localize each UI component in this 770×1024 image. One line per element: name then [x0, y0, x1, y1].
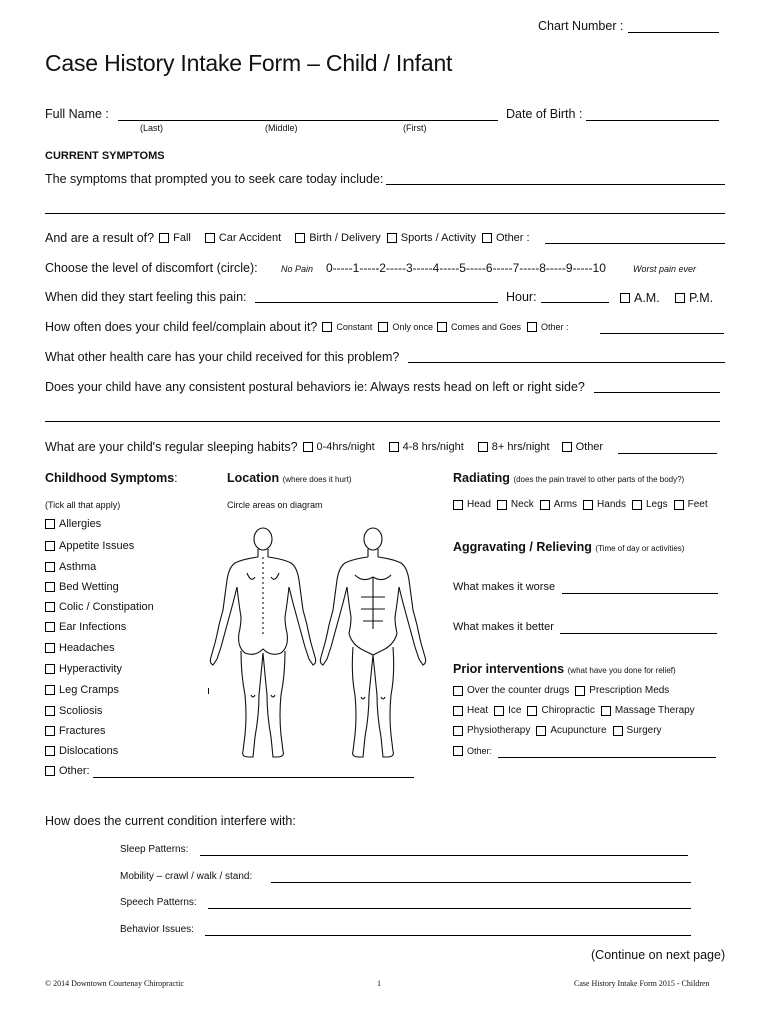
checkbox[interactable] [482, 233, 492, 243]
checkbox[interactable] [562, 442, 572, 452]
radiating-head[interactable]: Head [453, 499, 491, 510]
radiating-legs[interactable]: Legs [632, 499, 668, 510]
prior-ice[interactable]: Ice [494, 705, 521, 716]
result-car-accident[interactable]: Car Accident [205, 232, 281, 244]
checkbox[interactable] [45, 685, 55, 695]
other-care-label: What other health care has your child received for this problem? [45, 350, 400, 364]
checkbox[interactable] [45, 746, 55, 756]
checkbox[interactable] [632, 500, 642, 510]
sleep-patterns-label: Sleep Patterns: [120, 844, 189, 855]
checkbox[interactable] [494, 706, 504, 716]
symptoms-field[interactable] [386, 184, 725, 185]
form-name: Case History Intake Form 2015 - Children [574, 979, 710, 988]
prior-massage[interactable]: Massage Therapy [601, 705, 695, 716]
pain-scale[interactable]: 0-----1-----2-----3-----4-----5-----6-----7-----8-----9-----10 [326, 261, 606, 275]
checkbox[interactable] [453, 726, 463, 736]
checkbox[interactable] [45, 541, 55, 551]
postural-field-2[interactable] [45, 421, 720, 422]
last-name-hint: (Last) [140, 123, 164, 133]
symptom-fractures[interactable]: Fractures [45, 725, 105, 737]
checkbox[interactable] [453, 686, 463, 696]
checkbox[interactable] [453, 500, 463, 510]
prior-row-2 [453, 705, 705, 716]
mobility-field[interactable] [271, 882, 691, 883]
no-pain-label: No Pain [281, 264, 314, 274]
body-front-figure[interactable] [320, 528, 425, 757]
page-number: 1 [377, 979, 381, 988]
checkbox[interactable] [295, 233, 305, 243]
hour-field[interactable] [541, 302, 609, 303]
checkbox[interactable] [478, 442, 488, 452]
checkbox[interactable] [45, 602, 55, 612]
often-row [45, 320, 579, 334]
sleep-8plus[interactable]: 8+ hrs/night [478, 441, 550, 453]
often-once[interactable]: Only once [378, 322, 433, 332]
often-comes-goes[interactable]: Comes and Goes [437, 322, 521, 332]
symptom-dislocations[interactable]: Dislocations [45, 745, 118, 757]
often-other-field[interactable] [600, 333, 724, 334]
often-other[interactable]: Other : [527, 322, 569, 332]
behavior-label: Behavior Issues: [120, 924, 194, 935]
hour-label: Hour: [506, 290, 537, 304]
body-back-figure[interactable] [210, 528, 315, 757]
prior-physio[interactable]: Physiotherapy [453, 725, 530, 736]
often-label: How often does your child feel/complain about it? [45, 320, 318, 334]
checkbox[interactable] [613, 726, 623, 736]
sleep-other-field[interactable] [618, 453, 717, 454]
symptom-ear[interactable]: Ear Infections [45, 621, 126, 633]
childhood-heading: Childhood Symptoms: [45, 471, 178, 485]
checkbox[interactable] [322, 322, 332, 332]
result-label: And are a result of? [45, 231, 155, 245]
start-label: When did they start feeling this pain: [45, 290, 247, 304]
postural-label: Does your child have any consistent postural behaviors ie: Always rests head on left or right side? [45, 380, 585, 394]
checkbox[interactable] [674, 500, 684, 510]
checkbox[interactable] [583, 500, 593, 510]
checkbox[interactable] [45, 582, 55, 592]
often-constant[interactable]: Constant [322, 322, 372, 332]
symptom-hyperactivity[interactable]: Hyperactivity [45, 663, 122, 675]
checkbox[interactable] [536, 726, 546, 736]
full-name-label: Full Name : [45, 107, 109, 121]
discomfort-label: Choose the level of discomfort (circle): [45, 261, 258, 275]
symptom-scoliosis[interactable]: Scoliosis [45, 705, 102, 717]
location-heading: Location (where does it hurt) [227, 471, 352, 485]
checkbox[interactable] [45, 622, 55, 632]
result-birth[interactable]: Birth / Delivery [295, 232, 381, 244]
am-option[interactable]: A.M. [620, 291, 660, 305]
checkbox[interactable] [159, 233, 169, 243]
full-name-field[interactable] [118, 120, 498, 121]
body-diagram[interactable] [205, 525, 445, 765]
worse-field[interactable] [562, 593, 718, 594]
prior-other[interactable]: Other: [453, 746, 492, 756]
better-label: What makes it better [453, 621, 554, 633]
sleep-other[interactable]: Other [562, 441, 604, 453]
radiating-heading: Radiating (does the pain travel to other parts of the body?) [453, 471, 685, 485]
dob-field[interactable] [586, 120, 719, 121]
checkbox[interactable] [45, 706, 55, 716]
checkbox[interactable] [378, 322, 388, 332]
checkbox[interactable] [45, 519, 55, 529]
middle-name-hint: (Middle) [265, 123, 298, 133]
copyright: © 2014 Downtown Courtenay Chiropractic [45, 979, 184, 988]
sleep-row [45, 440, 613, 454]
checkbox[interactable] [620, 293, 630, 303]
prior-heat[interactable]: Heat [453, 705, 488, 716]
checkbox[interactable] [527, 322, 537, 332]
result-row [45, 231, 540, 245]
page-title: Case History Intake Form – Child / Infant [45, 50, 453, 76]
symptoms-field-2[interactable] [45, 213, 725, 214]
checkbox[interactable] [303, 442, 313, 452]
behavior-field[interactable] [205, 935, 691, 936]
childhood-sub: (Tick all that apply) [45, 500, 121, 510]
radiating-hands[interactable]: Hands [583, 499, 626, 510]
checkbox[interactable] [45, 643, 55, 653]
symptom-headaches[interactable]: Headaches [45, 642, 115, 654]
aggravating-heading: Aggravating / Relieving (Time of day or activities) [453, 540, 685, 554]
checkbox[interactable] [540, 500, 550, 510]
result-other[interactable]: Other : [482, 232, 530, 244]
radiating-arms[interactable]: Arms [540, 499, 577, 510]
sleep-patterns-field[interactable] [200, 855, 688, 856]
checkbox[interactable] [45, 766, 55, 776]
symptoms-prompt: The symptoms that prompted you to seek care today include: [45, 172, 384, 186]
continue-note: (Continue on next page) [591, 948, 726, 962]
sleep-4-8[interactable]: 4-8 hrs/night [389, 441, 464, 453]
checkbox[interactable] [527, 706, 537, 716]
interfere-heading: How does the current condition interfere with: [45, 814, 296, 828]
prior-other-field[interactable] [498, 757, 716, 758]
checkbox[interactable] [387, 233, 397, 243]
checkbox[interactable] [389, 442, 399, 452]
sleep-0-4[interactable]: 0-4hrs/night [303, 441, 375, 453]
checkbox[interactable] [453, 706, 463, 716]
checkbox[interactable] [497, 500, 507, 510]
checkbox[interactable] [675, 293, 685, 303]
current-symptoms-heading: CURRENT SYMPTOMS [45, 150, 165, 162]
checkbox[interactable] [437, 322, 447, 332]
chart-number-label: Chart Number : [538, 19, 624, 33]
checkbox[interactable] [453, 746, 463, 756]
symptom-asthma[interactable]: Asthma [45, 561, 96, 573]
sleep-label: What are your child's regular sleeping habits? [45, 440, 298, 454]
other-care-field[interactable] [408, 362, 725, 363]
symptom-colic[interactable]: Colic / Constipation [45, 601, 154, 613]
better-field[interactable] [560, 633, 717, 634]
prior-otc[interactable]: Over the counter drugs [453, 685, 569, 696]
result-fall[interactable]: Fall [159, 232, 191, 244]
postural-field[interactable] [594, 392, 720, 393]
radiating-neck[interactable]: Neck [497, 499, 534, 510]
first-name-hint: (First) [403, 123, 427, 133]
dob-label: Date of Birth : [506, 107, 583, 121]
prior-chiropractic[interactable]: Chiropractic [527, 705, 594, 716]
prior-acupuncture[interactable]: Acupuncture [536, 725, 606, 736]
checkbox[interactable] [45, 726, 55, 736]
checkbox[interactable] [601, 706, 611, 716]
checkbox[interactable] [45, 664, 55, 674]
mobility-label: Mobility – crawl / walk / stand: [120, 871, 253, 882]
start-field[interactable] [255, 302, 498, 303]
prior-heading: Prior interventions (what have you done for relief) [453, 662, 676, 676]
result-other-field[interactable] [545, 243, 725, 244]
checkbox[interactable] [205, 233, 215, 243]
location-sub: Circle areas on diagram [227, 500, 323, 510]
radiating-options [453, 499, 718, 510]
speech-field[interactable] [208, 908, 691, 909]
symptom-other[interactable]: Other: [45, 765, 90, 777]
checkbox[interactable] [575, 686, 585, 696]
symptom-appetite[interactable]: Appetite Issues [45, 540, 134, 552]
chart-number-field[interactable] [628, 32, 719, 33]
worse-label: What makes it worse [453, 581, 556, 593]
symptom-bed-wetting[interactable]: Bed Wetting [45, 581, 119, 593]
symptom-allergies[interactable]: Allergies [45, 518, 101, 530]
radiating-feet[interactable]: Feet [674, 499, 708, 510]
symptom-other-field[interactable] [93, 777, 414, 778]
speech-label: Speech Patterns: [120, 897, 197, 908]
prior-row-1 [453, 685, 679, 696]
prior-prescription[interactable]: Prescription Meds [575, 685, 669, 696]
worst-pain-label: Worst pain ever [633, 264, 697, 274]
stray-mark [208, 688, 209, 694]
prior-row-3 [453, 725, 672, 736]
checkbox[interactable] [45, 562, 55, 572]
pm-option[interactable]: P.M. [675, 291, 713, 305]
symptom-leg-cramps[interactable]: Leg Cramps [45, 684, 119, 696]
result-sports[interactable]: Sports / Activity [387, 232, 476, 244]
prior-surgery[interactable]: Surgery [613, 725, 662, 736]
